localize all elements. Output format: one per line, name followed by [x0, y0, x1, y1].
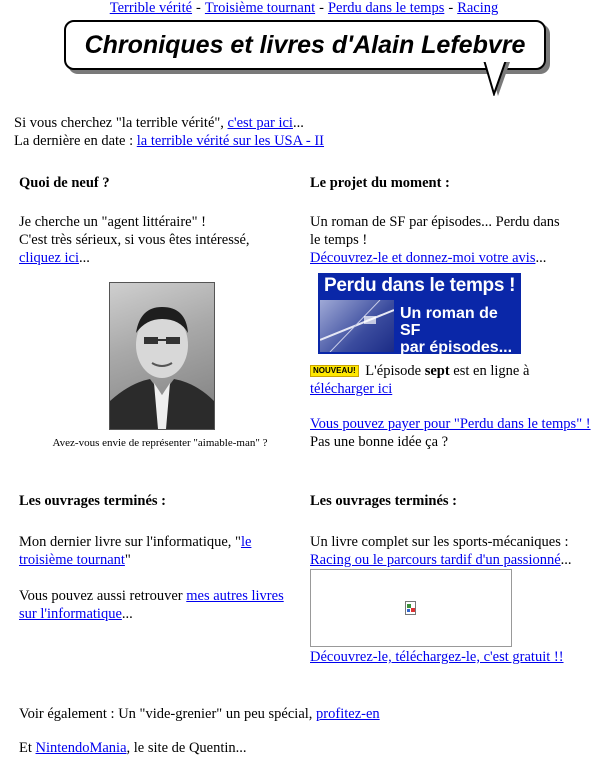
footer-et: Et [19, 740, 36, 756]
intro-ellipsis: ... [292, 115, 304, 131]
racing-image[interactable] [310, 569, 512, 647]
banner-sub2: par épisodes... [400, 339, 513, 354]
banner-subtitle [400, 305, 521, 354]
episode-text: L'épisode [361, 363, 425, 379]
footer-line2 [19, 739, 247, 757]
perdu-banner[interactable] [318, 273, 521, 354]
racing-download-row [310, 648, 564, 666]
project-heading: Le projet du moment : [310, 175, 450, 191]
finished-ellipsis: ... [121, 606, 133, 622]
racing-ellipsis: ... [560, 552, 572, 568]
project-body [310, 213, 595, 267]
racing-parcours-link[interactable]: Racing ou le parcours tardif d'un passionné [310, 552, 561, 568]
racing-intro: Un livre complet sur les sports-mécaniques : [310, 534, 569, 550]
finished-left-text2: Vous pouvez aussi retrouver [19, 588, 187, 604]
autres-livres-link[interactable]: mes autres livres sur l'informatique [19, 588, 284, 622]
nav-separator: - [196, 0, 201, 16]
broken-image-icon [405, 601, 417, 615]
nintendomania-link[interactable]: NintendoMania [35, 740, 127, 756]
banner-sub1: Un roman de SF [400, 305, 498, 339]
nav-link-racing[interactable]: Racing [457, 0, 499, 16]
news-heading: Quoi de neuf ? [19, 175, 110, 191]
speech-bubble-tail-icon [478, 60, 518, 96]
payer-link[interactable]: Vous pouvez payer pour "Perdu dans le temps" ! [310, 416, 591, 432]
nouveau-badge: NOUVEAU! [310, 365, 359, 377]
intro [14, 114, 324, 150]
nav-link-troisieme-tournant[interactable]: Troisième tournant [204, 0, 316, 16]
decouvrez-gratuit-link[interactable]: Découvrez-le, téléchargez-le, c'est gratuit !! [310, 649, 564, 665]
pay-block [310, 415, 595, 451]
cliquez-ici-link[interactable]: cliquez ici [19, 250, 79, 266]
intro-latest-text: La dernière en date : [14, 133, 137, 149]
photo-caption: Avez-vous envie de représenter "aimable-man" ? [52, 437, 268, 449]
footer-line1 [19, 705, 380, 723]
quote-end: " [124, 552, 131, 568]
nav-separator: - [448, 0, 454, 16]
project-line2: le temps ! [310, 232, 368, 248]
finished-right-heading: Les ouvrages terminés : [310, 493, 457, 509]
footer-text: Voir également : Un "vide-grenier" un peu spécial, [19, 706, 317, 722]
news-body [19, 213, 299, 267]
troisieme-tournant-link[interactable]: le troisième tournant [19, 534, 252, 568]
footer-text2: , le site de Quentin... [126, 740, 247, 756]
decouvrez-avis-link[interactable]: Découvrez-le et donnez-moi votre avis [310, 250, 536, 266]
finished-left-heading: Les ouvrages terminés : [19, 493, 166, 509]
page-title: Chroniques et livres d'Alain Lefebvre [64, 20, 546, 70]
episode-number: sept [424, 363, 450, 379]
news-line1: Je cherche un "agent littéraire" ! [19, 214, 206, 230]
author-photo [109, 282, 215, 430]
clock-hands-icon [320, 300, 394, 352]
project-ellipsis: ... [535, 250, 547, 266]
banner-image-icon [320, 300, 394, 352]
portrait-icon [110, 283, 214, 429]
finished-left-body [19, 533, 289, 623]
banner-title: Perdu dans le temps ! [324, 275, 516, 296]
nav-link-terrible-verite[interactable]: Terrible vérité [109, 0, 193, 16]
nav-link-perdu-dans-le-temps[interactable]: Perdu dans le temps [327, 0, 445, 16]
episode-text-end: est en ligne à [449, 363, 530, 379]
telecharger-link[interactable]: télécharger ici [310, 381, 393, 397]
nav-separator: - [319, 0, 324, 16]
latest-article-link[interactable]: la terrible vérité sur les USA - II [136, 133, 325, 149]
intro-text: Si vous cherchez "la terrible vérité", [14, 115, 228, 131]
finished-left-text: Mon dernier livre sur l'informatique, " [19, 534, 241, 550]
news-ellipsis: ... [78, 250, 90, 266]
top-nav [0, 0, 608, 17]
profitez-en-link[interactable]: profitez-en [316, 706, 380, 722]
cest-par-ici-link[interactable]: c'est par ici [227, 115, 293, 131]
news-line2: C'est très sérieux, si vous êtes intéressé, [19, 232, 250, 248]
pay-question: Pas une bonne idée ça ? [310, 434, 449, 450]
project-line1: Un roman de SF par épisodes... Perdu dans [310, 214, 560, 230]
episode-block [310, 362, 595, 398]
